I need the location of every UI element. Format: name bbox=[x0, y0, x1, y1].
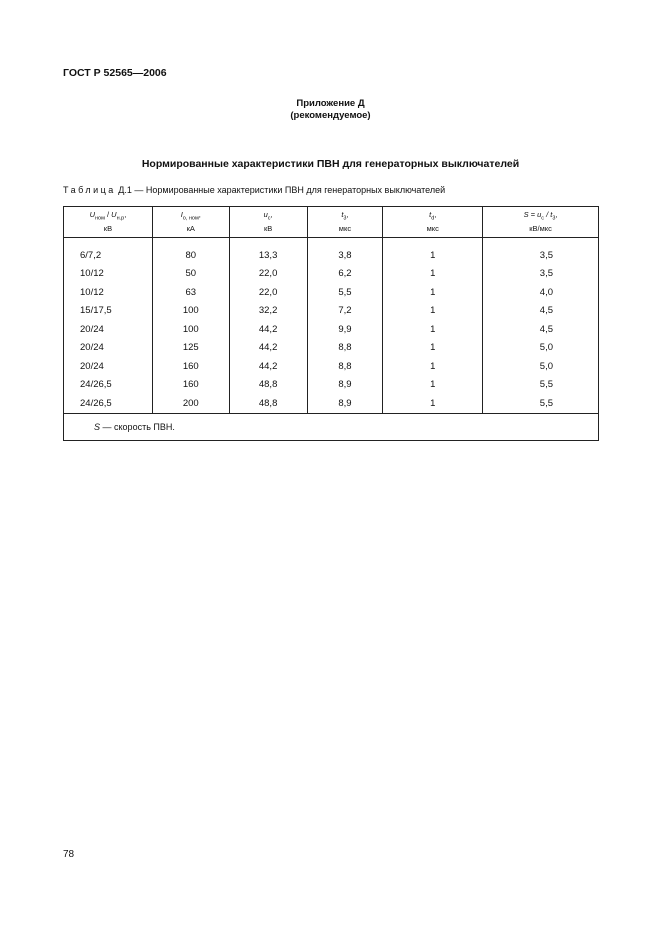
col-header-td: $t_d$, мкс bbox=[383, 207, 483, 238]
table-cell: 44,2 bbox=[229, 339, 307, 358]
table-cell: 1 bbox=[383, 283, 483, 302]
table-footnote-row bbox=[64, 413, 599, 440]
table-caption bbox=[63, 185, 445, 195]
table-cell: 32,2 bbox=[229, 302, 307, 321]
table-cell: 1 bbox=[383, 376, 483, 395]
table-cell: 100 bbox=[152, 320, 229, 339]
table-row bbox=[64, 283, 599, 302]
table-cell: 10/12 bbox=[64, 265, 153, 284]
col-header-rate: $S = u_c / t_3$, кВ/мкс bbox=[483, 207, 599, 238]
footnote-text: — скорость ПВН. bbox=[100, 421, 175, 432]
table-cell: 9,9 bbox=[307, 320, 383, 339]
table-caption-text: Д.1 — Нормированные характеристики ПВН для генераторных выключателей bbox=[115, 185, 446, 195]
table-cell: 24/26,5 bbox=[64, 376, 153, 395]
table-cell: 20/24 bbox=[64, 320, 153, 339]
table-row bbox=[64, 394, 599, 413]
footnote-symbol: S bbox=[94, 421, 101, 432]
table-cell: 1 bbox=[383, 357, 483, 376]
table-cell: 10/12 bbox=[64, 283, 153, 302]
table-row bbox=[64, 320, 599, 339]
table-cell: 8,8 bbox=[307, 339, 383, 358]
table-cell: 1 bbox=[383, 238, 483, 265]
table-cell: 125 bbox=[152, 339, 229, 358]
table-row bbox=[64, 302, 599, 321]
table-cell: 5,0 bbox=[483, 339, 599, 358]
col-header-voltage: $U_{ном} / U_{н.р}$, кВ bbox=[64, 207, 153, 238]
table-cell: 24/26,5 bbox=[64, 394, 153, 413]
table-cell: 5,5 bbox=[483, 394, 599, 413]
table-cell: 4,5 bbox=[483, 302, 599, 321]
table-row bbox=[64, 238, 599, 265]
col-header-current: $I_{о, ном}$, кА bbox=[152, 207, 229, 238]
table-cell: 160 bbox=[152, 357, 229, 376]
table-cell: 6/7,2 bbox=[64, 238, 153, 265]
table-cell: 13,3 bbox=[229, 238, 307, 265]
table-cell: 63 bbox=[152, 283, 229, 302]
table-cell: 80 bbox=[152, 238, 229, 265]
table-cell: 100 bbox=[152, 302, 229, 321]
table-row bbox=[64, 357, 599, 376]
appendix-heading bbox=[0, 98, 661, 122]
appendix-note: (рекомендуемое) bbox=[290, 110, 371, 121]
table-cell: 1 bbox=[383, 302, 483, 321]
table-cell: 3,5 bbox=[483, 265, 599, 284]
table-cell: 8,9 bbox=[307, 376, 383, 395]
table-cell: 20/24 bbox=[64, 339, 153, 358]
table-caption-prefix: Таблица bbox=[63, 185, 116, 195]
appendix-title: Приложение Д bbox=[296, 98, 365, 109]
table-footnote bbox=[64, 413, 599, 440]
standard-number: ГОСТ Р 52565—2006 bbox=[63, 67, 167, 79]
table-cell: 20/24 bbox=[64, 357, 153, 376]
table-row bbox=[64, 376, 599, 395]
col-header-t3: $t_3$, мкс bbox=[307, 207, 383, 238]
table-cell: 1 bbox=[383, 320, 483, 339]
table-cell: 48,8 bbox=[229, 376, 307, 395]
table-cell: 1 bbox=[383, 339, 483, 358]
table-cell: 5,5 bbox=[483, 376, 599, 395]
table-cell: 3,5 bbox=[483, 238, 599, 265]
section-title: Нормированные характеристики ПВН для генераторных выключателей bbox=[141, 158, 520, 170]
table-cell: 7,2 bbox=[307, 302, 383, 321]
table-cell: 8,8 bbox=[307, 357, 383, 376]
table-cell: 4,0 bbox=[483, 283, 599, 302]
table-cell: 44,2 bbox=[229, 357, 307, 376]
characteristics-table bbox=[63, 206, 599, 441]
table-cell: 160 bbox=[152, 376, 229, 395]
col-header-uc: $u_c$, кВ bbox=[229, 207, 307, 238]
table-cell: 1 bbox=[383, 394, 483, 413]
page-number: 78 bbox=[63, 849, 75, 860]
table-cell: 22,0 bbox=[229, 283, 307, 302]
table-cell: 4,5 bbox=[483, 320, 599, 339]
table-row bbox=[64, 339, 599, 358]
table-cell: 5,0 bbox=[483, 357, 599, 376]
table-cell: 15/17,5 bbox=[64, 302, 153, 321]
table-cell: 3,8 bbox=[307, 238, 383, 265]
table-cell: 8,9 bbox=[307, 394, 383, 413]
table-cell: 22,0 bbox=[229, 265, 307, 284]
table-cell: 6,2 bbox=[307, 265, 383, 284]
table-cell: 1 bbox=[383, 265, 483, 284]
table-cell: 200 bbox=[152, 394, 229, 413]
table-cell: 50 bbox=[152, 265, 229, 284]
table-cell: 5,5 bbox=[307, 283, 383, 302]
table-row bbox=[64, 265, 599, 284]
table-cell: 48,8 bbox=[229, 394, 307, 413]
table-cell: 44,2 bbox=[229, 320, 307, 339]
table-header-row bbox=[64, 207, 599, 238]
